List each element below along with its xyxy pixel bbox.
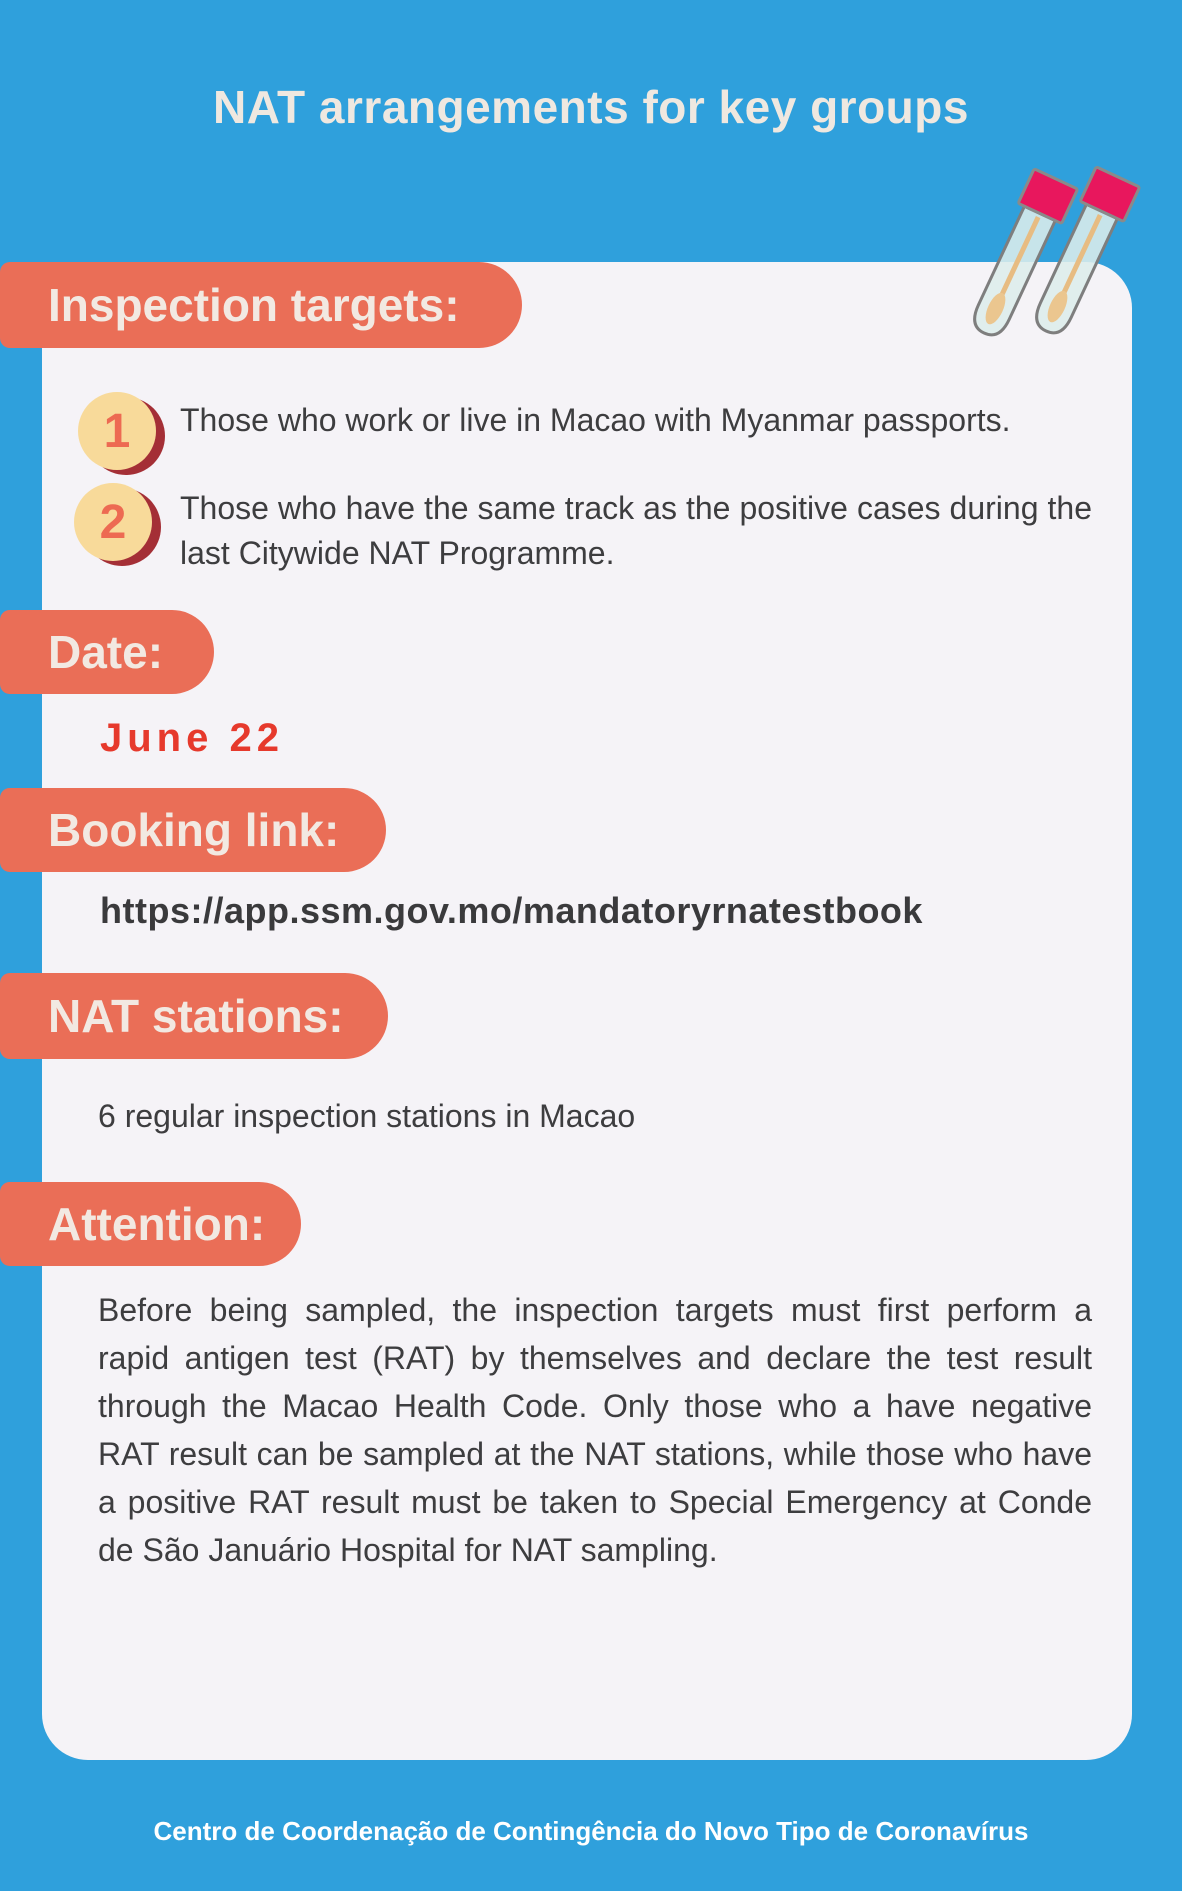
- section-header-nat-stations: NAT stations:: [0, 973, 388, 1059]
- section-header-attention: Attention:: [0, 1182, 301, 1266]
- inspection-target-item: Those who work or live in Macao with Myanmar passports.: [180, 402, 1011, 438]
- footer-organization-name: Centro de Coordenação de Contingência do Novo Tipo de Coronavírus: [153, 1816, 1029, 1846]
- section-header-inspection-targets: Inspection targets:: [0, 262, 522, 348]
- nat-stations-value: 6 regular inspection stations in Macao: [98, 1098, 636, 1134]
- item-number-badge: 2: [74, 483, 152, 561]
- booking-link-url[interactable]: https://app.ssm.gov.mo/mandatoryrnatestbook: [100, 890, 923, 931]
- date-value: June 22: [100, 716, 284, 760]
- item-number-badge: 1: [78, 392, 156, 470]
- section-header-date: Date:: [0, 610, 214, 694]
- section-header-booking-link: Booking link:: [0, 788, 386, 872]
- inspection-target-item: Those who have the same track as the positive cases during the last Citywide NAT Programme.: [180, 490, 1092, 571]
- page-title: NAT arrangements for key groups: [213, 81, 969, 133]
- test-tube-icons: [940, 148, 1170, 363]
- attention-paragraph: Before being sampled, the inspection targets must first perform a rapid antigen test (RAT) by themselves and declare the test result through the Macao Health Code. Only those who a have negative RAT result can be sampled at the NAT stations, while those who have a positive RAT result must be taken to Special Emergency at Conde de São Januário Hospital for NAT sampling.: [98, 1292, 1092, 1568]
